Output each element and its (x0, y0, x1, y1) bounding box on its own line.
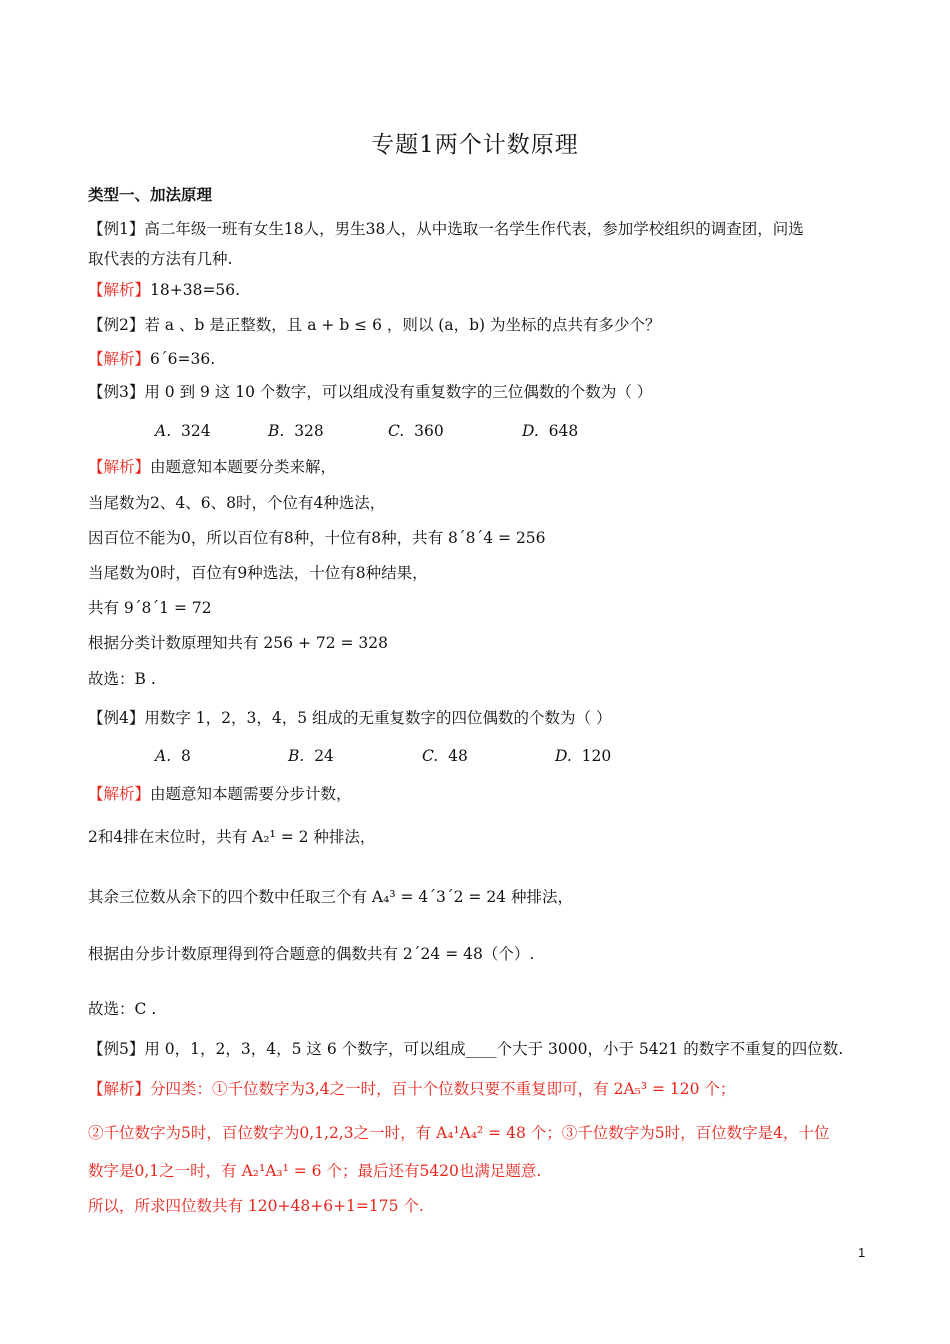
example-5-solution-1 (88, 1078, 735, 1100)
example-5-solution-2: ②千位数字为5时，百位数字为0,1,2,3之一时，有 A₄¹A₄² = 48 个；③千位数字为5时，百位数字是4，十位 (88, 1124, 830, 1142)
example-4-option-b (288, 745, 334, 767)
example-1-solution (88, 279, 240, 301)
example-4-solution-2: 2和4排在末位时，共有 A₂¹ = 2 种排法， (88, 828, 376, 846)
option-value: 324 (180, 422, 211, 440)
option-letter: A. (155, 422, 172, 440)
option-letter: D. (522, 422, 539, 440)
option-letter: A. (155, 747, 172, 765)
example-1-line-1: 【例1】高二年级一班有女生18人，男生38人，从中选取一名学生作代表，参加学校组织的调查团，问选 (88, 220, 804, 238)
example-3-solution-2: 当尾数为2、4、6、8时，个位有4种选法， (88, 494, 386, 512)
option-value: 48 (448, 747, 468, 765)
option-letter: B. (268, 422, 285, 440)
option-value: 24 (314, 747, 334, 765)
section-heading: 类型一、加法原理 (88, 185, 213, 204)
solution-tag: 【解析】 (88, 350, 151, 368)
example-3-solution-1 (88, 456, 336, 478)
example-5-solution-3: 数字是0,1之一时，有 A₂¹A₃¹ = 6 个；最后还有5420也满足题意. (88, 1162, 542, 1180)
example-4-option-c (422, 745, 468, 767)
solution-tag: 【解析】 (88, 785, 151, 803)
example-5-solution-4: 所以，所求四位数共有 120+48+6+1=175 个. (88, 1197, 424, 1215)
example-5-line-1: 【例5】用 0，1，2，3，4，5 这 6 个数字，可以组成____个大于 3000，小于 5421 的数字不重复的四位数. (88, 1040, 844, 1058)
option-value: 328 (294, 422, 324, 440)
example-3-solution-6: 根据分类计数原理知共有 256 + 72 = 328 (88, 634, 389, 652)
option-value: 120 (581, 747, 612, 765)
example-4-line-1: 【例4】用数字 1，2，3，4，5 组成的无重复数字的四位偶数的个数为（ ） (88, 709, 612, 727)
example-4-solution-3: 其余三位数从余下的四个数中任取三个有 A₄³ = 4´3´2 = 24 种排法， (88, 888, 573, 906)
example-4-option-a (155, 745, 191, 767)
example-3-option-a (155, 420, 211, 442)
solution-tag: 【解析】 (88, 281, 151, 299)
option-letter: C. (388, 422, 405, 440)
solution-tag: 【解析】 (88, 1080, 151, 1098)
option-value: 648 (548, 422, 579, 440)
example-1-line-2: 取代表的方法有几种. (88, 250, 233, 268)
example-4-option-d (555, 745, 611, 767)
example-4-solution-1 (88, 783, 352, 805)
example-3-solution-3: 因百位不能为0，所以百位有8种，十位有8种，共有 8´8´4 = 256 (88, 529, 546, 547)
option-letter: C. (422, 747, 439, 765)
example-3-solution-7: 故选：B . (88, 670, 156, 688)
solution-tag: 【解析】 (88, 458, 151, 476)
page-title: 专题1两个计数原理 (371, 132, 579, 158)
solution-text: 18+38=56. (150, 281, 241, 299)
option-letter: D. (555, 747, 572, 765)
option-value: 360 (414, 422, 444, 440)
option-letter: B. (288, 747, 305, 765)
example-3-option-b (268, 420, 324, 442)
example-3-solution-5: 共有 9´8´1 = 72 (88, 599, 212, 617)
example-4-solution-4: 根据由分步计数原理得到符合题意的偶数共有 2´24 = 48（个）. (88, 945, 535, 963)
example-3-option-c (388, 420, 444, 442)
example-3-solution-4: 当尾数为0时，百位有9种选法，十位有8种结果， (88, 564, 428, 582)
solution-text: 由题意知本题需要分步计数， (150, 785, 352, 803)
example-2-solution (88, 348, 215, 370)
solution-text: 6´6=36. (150, 350, 216, 368)
solution-text: 由题意知本题要分类来解， (150, 458, 337, 476)
example-4-solution-5: 故选：C . (88, 1000, 157, 1018)
solution-text: 分四类：①千位数字为3,4之一时，百十个位数只要不重复即可，有 2A₅³ = 120 个； (150, 1080, 736, 1098)
example-3-option-d (522, 420, 578, 442)
page-number: 1 (858, 1245, 866, 1260)
example-2-line-1: 【例2】若 a 、b 是正整数，且 a + b ≤ 6 ，则以 (a，b) 为坐标的点共有多少个？ (88, 316, 661, 334)
option-value: 8 (180, 747, 191, 765)
example-3-line-1: 【例3】用 0 到 9 这 10 个数字，可以组成没有重复数字的三位偶数的个数为（ ） (88, 383, 653, 401)
